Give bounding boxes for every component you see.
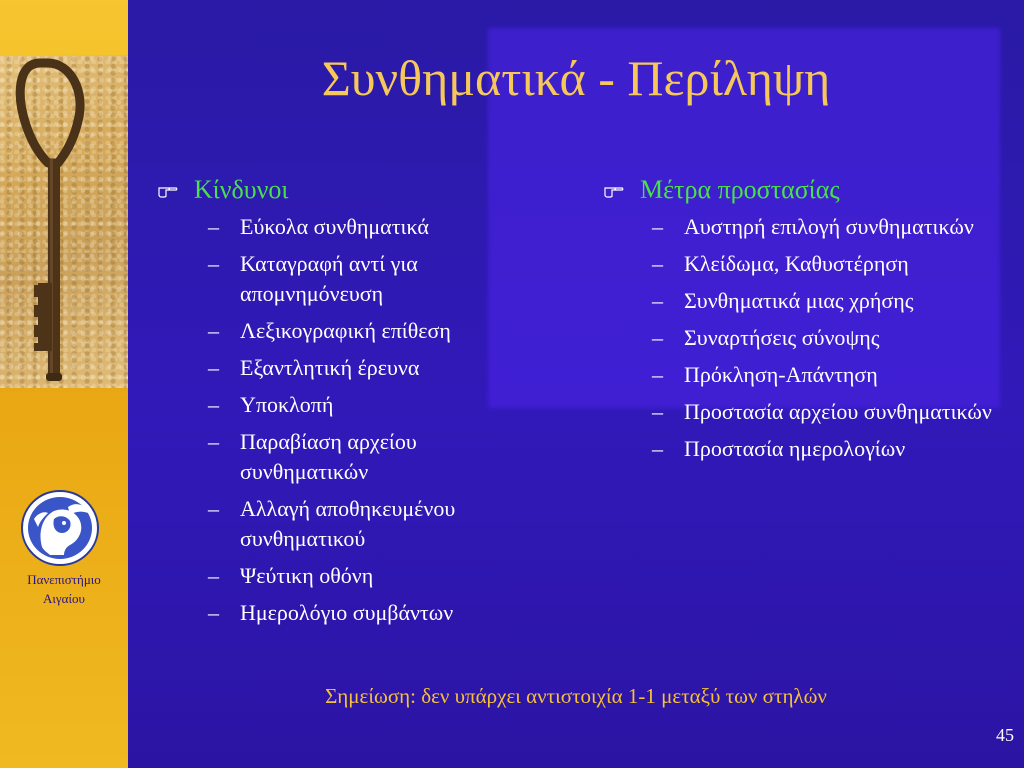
risks-heading xyxy=(158,172,538,208)
pointing-hand-icon xyxy=(158,182,178,198)
university-emblem-icon xyxy=(20,489,100,567)
protection-item-text: Αυστηρή επιλογή συνθηματικών xyxy=(684,214,974,239)
risk-item-text: Λεξικογραφική επίθεση xyxy=(240,318,451,343)
list-item xyxy=(158,598,538,628)
dash-marker: – xyxy=(652,362,663,387)
risk-item-text: Ψεύτικη οθόνη xyxy=(240,563,374,588)
slide-title: Συνθηματικά - Περίληψη xyxy=(321,50,831,106)
dash-marker: – xyxy=(652,399,663,424)
list-item xyxy=(604,212,1004,242)
risk-item-text: Καταγραφή αντί για απομνημόνευση xyxy=(240,251,418,306)
list-item xyxy=(158,316,538,346)
protection-item-text: Συνθηματικά μιας χρήσης xyxy=(684,288,914,313)
protection-heading-label: Μέτρα προστασίας xyxy=(640,175,840,204)
risks-column xyxy=(158,172,538,635)
protection-item-text: Πρόκληση-Απάντηση xyxy=(684,362,878,387)
list-item xyxy=(604,286,1004,316)
protection-item-text: Κλείδωμα, Καθυστέρηση xyxy=(684,251,909,276)
university-name-line2: Αιγαίου xyxy=(43,591,85,606)
list-item xyxy=(158,249,538,309)
dash-marker: – xyxy=(208,251,219,276)
protection-heading xyxy=(604,172,1004,208)
risk-item-text: Παραβίαση αρχείου συνθηματικών xyxy=(240,429,417,484)
dash-marker: – xyxy=(208,318,219,343)
dash-marker: – xyxy=(652,288,663,313)
list-item xyxy=(158,494,538,554)
list-item xyxy=(158,427,538,487)
list-item xyxy=(604,249,1004,279)
page-number: 45 xyxy=(996,725,1014,745)
risks-heading-label: Κίνδυνοι xyxy=(194,175,289,204)
protection-item-text: Συναρτήσεις σύνοψης xyxy=(684,325,880,350)
protection-item-text: Προστασία αρχείου συνθηματικών xyxy=(684,399,992,424)
risks-list xyxy=(158,212,538,628)
risk-item-text: Εξαντλητική έρευνα xyxy=(240,355,420,380)
sidebar xyxy=(0,0,128,768)
list-item xyxy=(604,360,1004,390)
risk-item-text: Εύκολα συνθηματικά xyxy=(240,214,429,239)
dash-marker: – xyxy=(208,563,219,588)
old-key-icon xyxy=(0,55,128,388)
dash-marker: – xyxy=(208,429,219,454)
list-item xyxy=(158,212,538,242)
pointing-hand-icon xyxy=(604,182,624,198)
list-item xyxy=(604,434,1004,464)
dash-marker: – xyxy=(208,600,219,625)
dash-marker: – xyxy=(208,214,219,239)
list-item xyxy=(158,353,538,383)
dash-marker: – xyxy=(652,436,663,461)
dash-marker: – xyxy=(208,392,219,417)
risk-item-text: Υποκλοπή xyxy=(240,392,334,417)
list-item xyxy=(158,390,538,420)
dash-marker: – xyxy=(652,251,663,276)
dash-marker: – xyxy=(652,325,663,350)
dash-marker: – xyxy=(208,496,219,521)
protection-list xyxy=(604,212,1004,464)
university-name-line1: Πανεπιστήμιο xyxy=(27,572,101,587)
university-name xyxy=(0,570,128,608)
list-item xyxy=(604,397,1004,427)
risk-item-text: Ημερολόγιο συμβάντων xyxy=(240,600,454,625)
protection-column xyxy=(604,172,1004,471)
footnote: Σημείωση: δεν υπάρχει αντιστοιχία 1-1 μεταξύ των στηλών xyxy=(325,684,827,708)
dash-marker: – xyxy=(652,214,663,239)
list-item xyxy=(158,561,538,591)
protection-item-text: Προστασία ημερολογίων xyxy=(684,436,906,461)
dash-marker: – xyxy=(208,355,219,380)
list-item xyxy=(604,323,1004,353)
key-photo xyxy=(0,55,128,388)
risk-item-text: Αλλαγή αποθηκευμένου συνθηματικού xyxy=(240,496,456,551)
